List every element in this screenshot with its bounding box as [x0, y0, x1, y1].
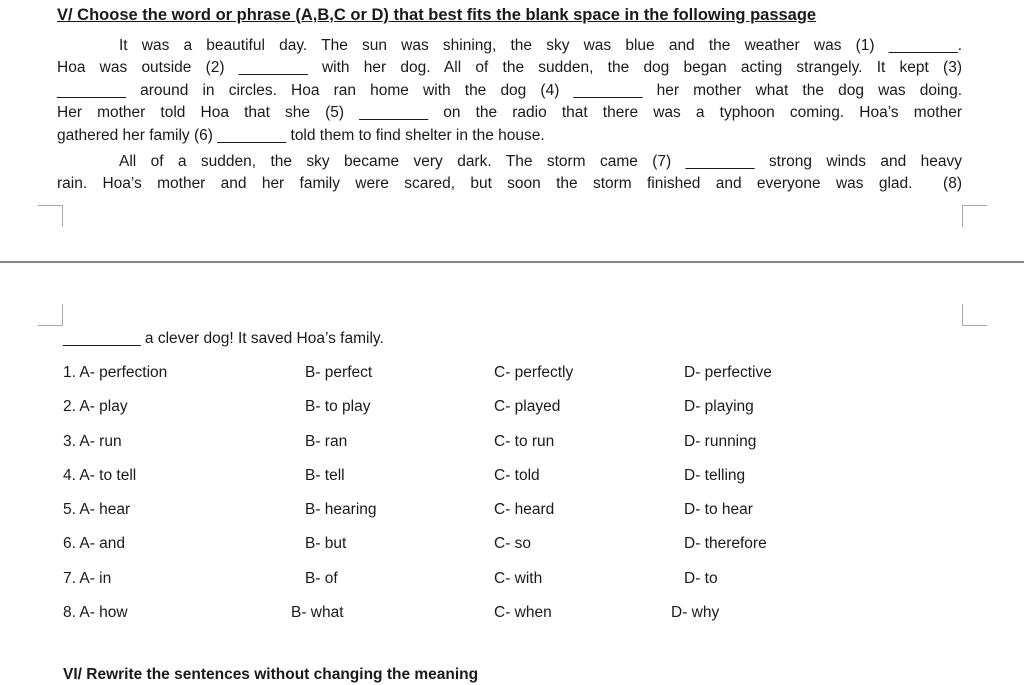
passage-line: ________ around in circles. Hoa ran home with the dog (4) ________ her mother what the dog was doing. — [57, 81, 962, 99]
option-b: B- what — [291, 604, 344, 622]
passage-line: gathered her family (6) ________ told them to find shelter in the house. — [57, 126, 545, 144]
option-d: D- therefore — [684, 535, 767, 553]
page-boundary-mark-top-right — [962, 304, 987, 326]
option-b: B- tell — [305, 466, 345, 484]
passage-paragraph-2 — [57, 151, 962, 196]
option-a: 1. A- perfection — [63, 364, 168, 381]
option-c: C- when — [494, 604, 552, 622]
passage-line: All of a sudden, the sky became very dark. The storm came (7) ________ strong winds and heavy — [119, 153, 962, 170]
page-separator-line — [0, 261, 1024, 263]
option-a: 8. A- how — [63, 604, 128, 622]
option-d: D- running — [684, 432, 757, 450]
page-boundary-mark-bottom-left — [38, 205, 63, 227]
option-d: D- to hear — [684, 501, 753, 519]
passage-continuation-line: _________ a clever dog! It saved Hoa’s family. — [63, 330, 384, 347]
passage-paragraph-1 — [57, 35, 962, 147]
question-row — [63, 356, 962, 390]
option-c: C- played — [494, 398, 561, 416]
section-title: V/ Choose the word or phrase (A,B,C or D) that best fits the blank space in the following passage — [57, 6, 817, 24]
option-a: 6. A- and — [63, 535, 126, 553]
option-b: B- perfect — [305, 364, 373, 381]
answer-options-list — [63, 356, 962, 630]
option-d: D- to — [684, 569, 718, 587]
option-a: 7. A- in — [63, 569, 112, 587]
option-c: C- to run — [494, 432, 555, 450]
question-row — [63, 562, 962, 596]
option-c: C- with — [494, 569, 543, 587]
passage-line: Her mother told Hoa that she (5) ________ on the radio that there was a typhoon coming. Hoa’s mother — [57, 104, 962, 122]
option-b: B- hearing — [305, 501, 377, 519]
option-b: B- ran — [305, 432, 348, 450]
question-row — [63, 425, 962, 459]
question-row — [63, 596, 962, 630]
option-a: 4. A- to tell — [63, 466, 137, 484]
option-d: D- perfective — [684, 364, 772, 381]
option-b: B- but — [305, 535, 347, 553]
question-row — [63, 459, 962, 493]
option-c: C- heard — [494, 501, 555, 519]
passage-line: It was a beautiful day. The sun was shining, the sky was blue and the weather was (1) ________. — [119, 37, 962, 54]
passage-line: rain. Hoa’s mother and her family were scared, but soon the storm finished and everyone was glad. (8) — [57, 175, 962, 193]
question-row — [63, 527, 962, 561]
question-row — [63, 390, 962, 424]
option-a: 2. A- play — [63, 398, 128, 416]
option-a: 5. A- hear — [63, 501, 131, 519]
question-row — [63, 493, 962, 527]
page-boundary-mark-bottom-right — [962, 205, 987, 227]
option-d: D- playing — [684, 398, 754, 416]
passage-line: Hoa was outside (2) ________ with her dog. All of the sudden, the dog began acting strangely. It kept (3) — [57, 59, 962, 77]
option-b: B- of — [305, 569, 338, 587]
option-a: 3. A- run — [63, 432, 122, 450]
option-d: D- why — [671, 604, 720, 622]
option-c: C- told — [494, 466, 540, 484]
option-c: C- so — [494, 535, 532, 553]
option-d: D- telling — [684, 466, 746, 484]
option-b: B- to play — [305, 398, 371, 416]
next-section-title-clipped: VI/ Rewrite the sentences without changing the meaning — [63, 666, 479, 683]
option-c: C- perfectly — [494, 364, 574, 381]
page-boundary-mark-top-left — [38, 304, 63, 326]
